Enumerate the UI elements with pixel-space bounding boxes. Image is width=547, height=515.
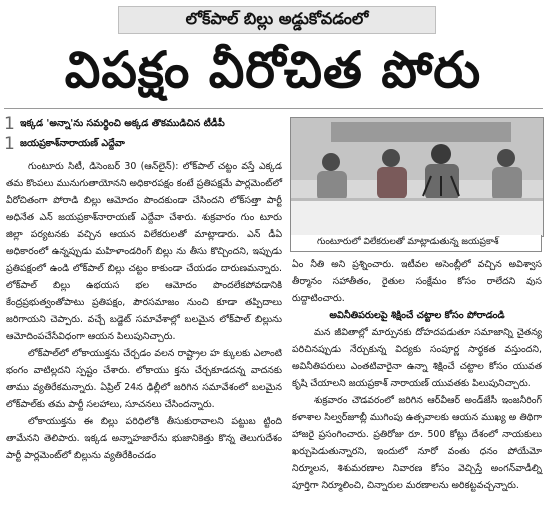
person-head [431,144,451,164]
article-paragraph: మన జీవితాల్లో మార్పునకు దోహదపడుతూ సమాజాన్ని చైతన్య పరిచినప్పుడు నేర్చుకున్న విద్యకు సంపూర్ణ సార్థకత వస్తుందని, అవినీతిపరులు ఎంతటివారైనా ఉన్నా శిక్షించే చట్టాల కోసం యువత కృషి చేయాలని జయప్రకాశ్ నారాయణ్ యువతకు పిలుపునిచ్చారు. [292,327,542,389]
person-body [377,167,407,199]
headline-divider [4,108,543,109]
article-paragraph: గుంటూరు సిటీ, డిసెంబర్ 30 (ఆన్‌లైన్): లోక్‌పాల్ చట్టం వస్తే ఎక్కడ తమ కొంపలు మునుగుతాయోనని అధికారపక్షం కంటే ప్రతిపక్షమే పార్లమెంట్‌లో వీరోచితంగా పోరాడి బిల్లు ఆమోదం పొందకుండా చేసిందని లోక్‌సత్తా పార్టీ అధినేత ఎన్ జయప్రకాశ్‌నారాయణ్ ఎద్దేవా చేశారు. శుక్రవారం గుం టూరు జిల్లా పర్యటనకు వచ్చిన ఆయన విలేకరులతో మాట్లాడారు. ఎన్ డీఏ అధికారంలో ఉన్నప్పుడు మహిళాండరింగ్ బిల్లు ను తీసు కొచ్చిందని, ఇప్పుడు ప్రతిపక్షంలో ఉండి లోక్‌పాల్ బిల్లు చట్టం కాకుండా చేయడం దారుణమన్నారు. లోక్‌పాల్ బిల్లు ఉభయస భల ఆమోదం పొందలేకపోవడానికి కేంద్రప్రభుత్వంతోపాటు ప్రతిపక్షం, పౌరసమాజం నుంచి కూడా తప్పిదాలు జరిగాయని చెప్పారు. వచ్చే బడ్జెట్ సమావేశాల్లో బలమైన లోక్‌పాల్ బిల్లును ఆమోదింపచేసేవిధంగా ఆయన పిలుపునిచ్చారు. [6,161,282,342]
person-head [382,149,400,167]
article-paragraph: ఏం నీతి అని ప్రశ్నించారు. ఇటీవల అసెంబ్లీలో వచ్చిన అవిశ్వాస తీర్మానం సహాతీతం, రైతుల సంక్షేమం కోసం రాలేదని వుస రుద్దాటించారు. [292,259,542,304]
article-right-column [292,256,542,494]
article-paragraph: లోక్‌పాల్‌లో లోకాయుక్తను చేర్చడం వలన రాష్ట్రాల హ క్కులకు ఎలాంటి భంగం వాటిల్లదని స్పష్టం చేశారు. లోకాయు క్తను చేర్చకూడదన్న వాదనకు తాము వ్యతిరేకమన్నారు. ఏప్రిల్ 24న ఢిల్లీలో జరిగిన సమావేశంలో బలమైన లోక్‌పాల్‌కు తమ పార్టీ సలహాలు, సూచనలు చేసిందన్నారు. [6,348,282,410]
bullet-item [4,134,284,154]
press-meet-photo-illustration [291,118,543,236]
main-headline: విపక్షం వీరోచిత పోరు [64,41,482,99]
press-photo [290,117,544,237]
bullet-number: 1 [4,114,15,134]
bullet-item [4,114,284,134]
person-head [322,153,340,171]
article-left-column [6,158,282,464]
article-paragraph: లోకాయుక్తను ఈ బిల్లు పరిధిలోకి తీసుకురావాలని పట్టుబ ట్టింది తామేనని తెలిపారు. ఇక్కడ అన్నాహజారేను భుజానికెత్తు కొన్న తెలుగుదేశం పార్టీ పార్లమెంట్‌లో బిల్లును వ్యతిరేకించడం [6,416,282,461]
photo-caption: గుంటూరులో విలేకరులతో మాట్లాడుతున్న జయప్రకాశ్ [290,235,542,252]
person-head [497,149,515,167]
article-paragraph: శుక్రవారం చౌడవరంలో జరిగిన ఆర్‌వీఆర్ అండ్‌జేసీ ఇంజనీరింగ్ కళాశాల సిల్వర్‌జూబ్లీ ముగింపు ఉత్సవాలకు ఆయన ముఖ్య అ తిథిగా హాజరై ప్రసంగించారు. ప్రతిరోజు రూ. 500 కోట్లు దేశంలో నాయకులు ఖర్చుపెడుతున్నారని, ఇందులో నూరో వంతు ధనం పోయేమో నిర్మూలన, శిశుమరణాల నివారణ కోసం వెచ్చిస్తే అంగన్‌వాడీల్ని పూర్తిగా నిర్మూలించి, చిన్నారుల మరణాలను అరికట్టవచ్చన్నారు. [292,395,542,491]
photo-table [291,198,543,236]
photo-banner [331,122,511,142]
table-edge [291,198,543,201]
bullet-text: ఇక్కడ 'అన్నా'ను సమర్థించి అక్కడ తొకముడిచిన టీడీపీ [20,117,225,129]
kicker-headline: లోక్‌పాల్ బిల్లు అడ్డుకోవడంలో [118,6,436,34]
bullet-number: 1 [4,134,15,154]
bullet-text: జయప్రకాశ్‌నారాయణ్ ఎద్దేవా [20,137,125,149]
person-body [492,167,522,201]
person-body [317,171,347,201]
subheading-bullets [4,114,284,154]
article-subhead: అవినీతిపరులపై శిక్షించే చట్టాల కోసం పోరాడండి [329,310,505,321]
